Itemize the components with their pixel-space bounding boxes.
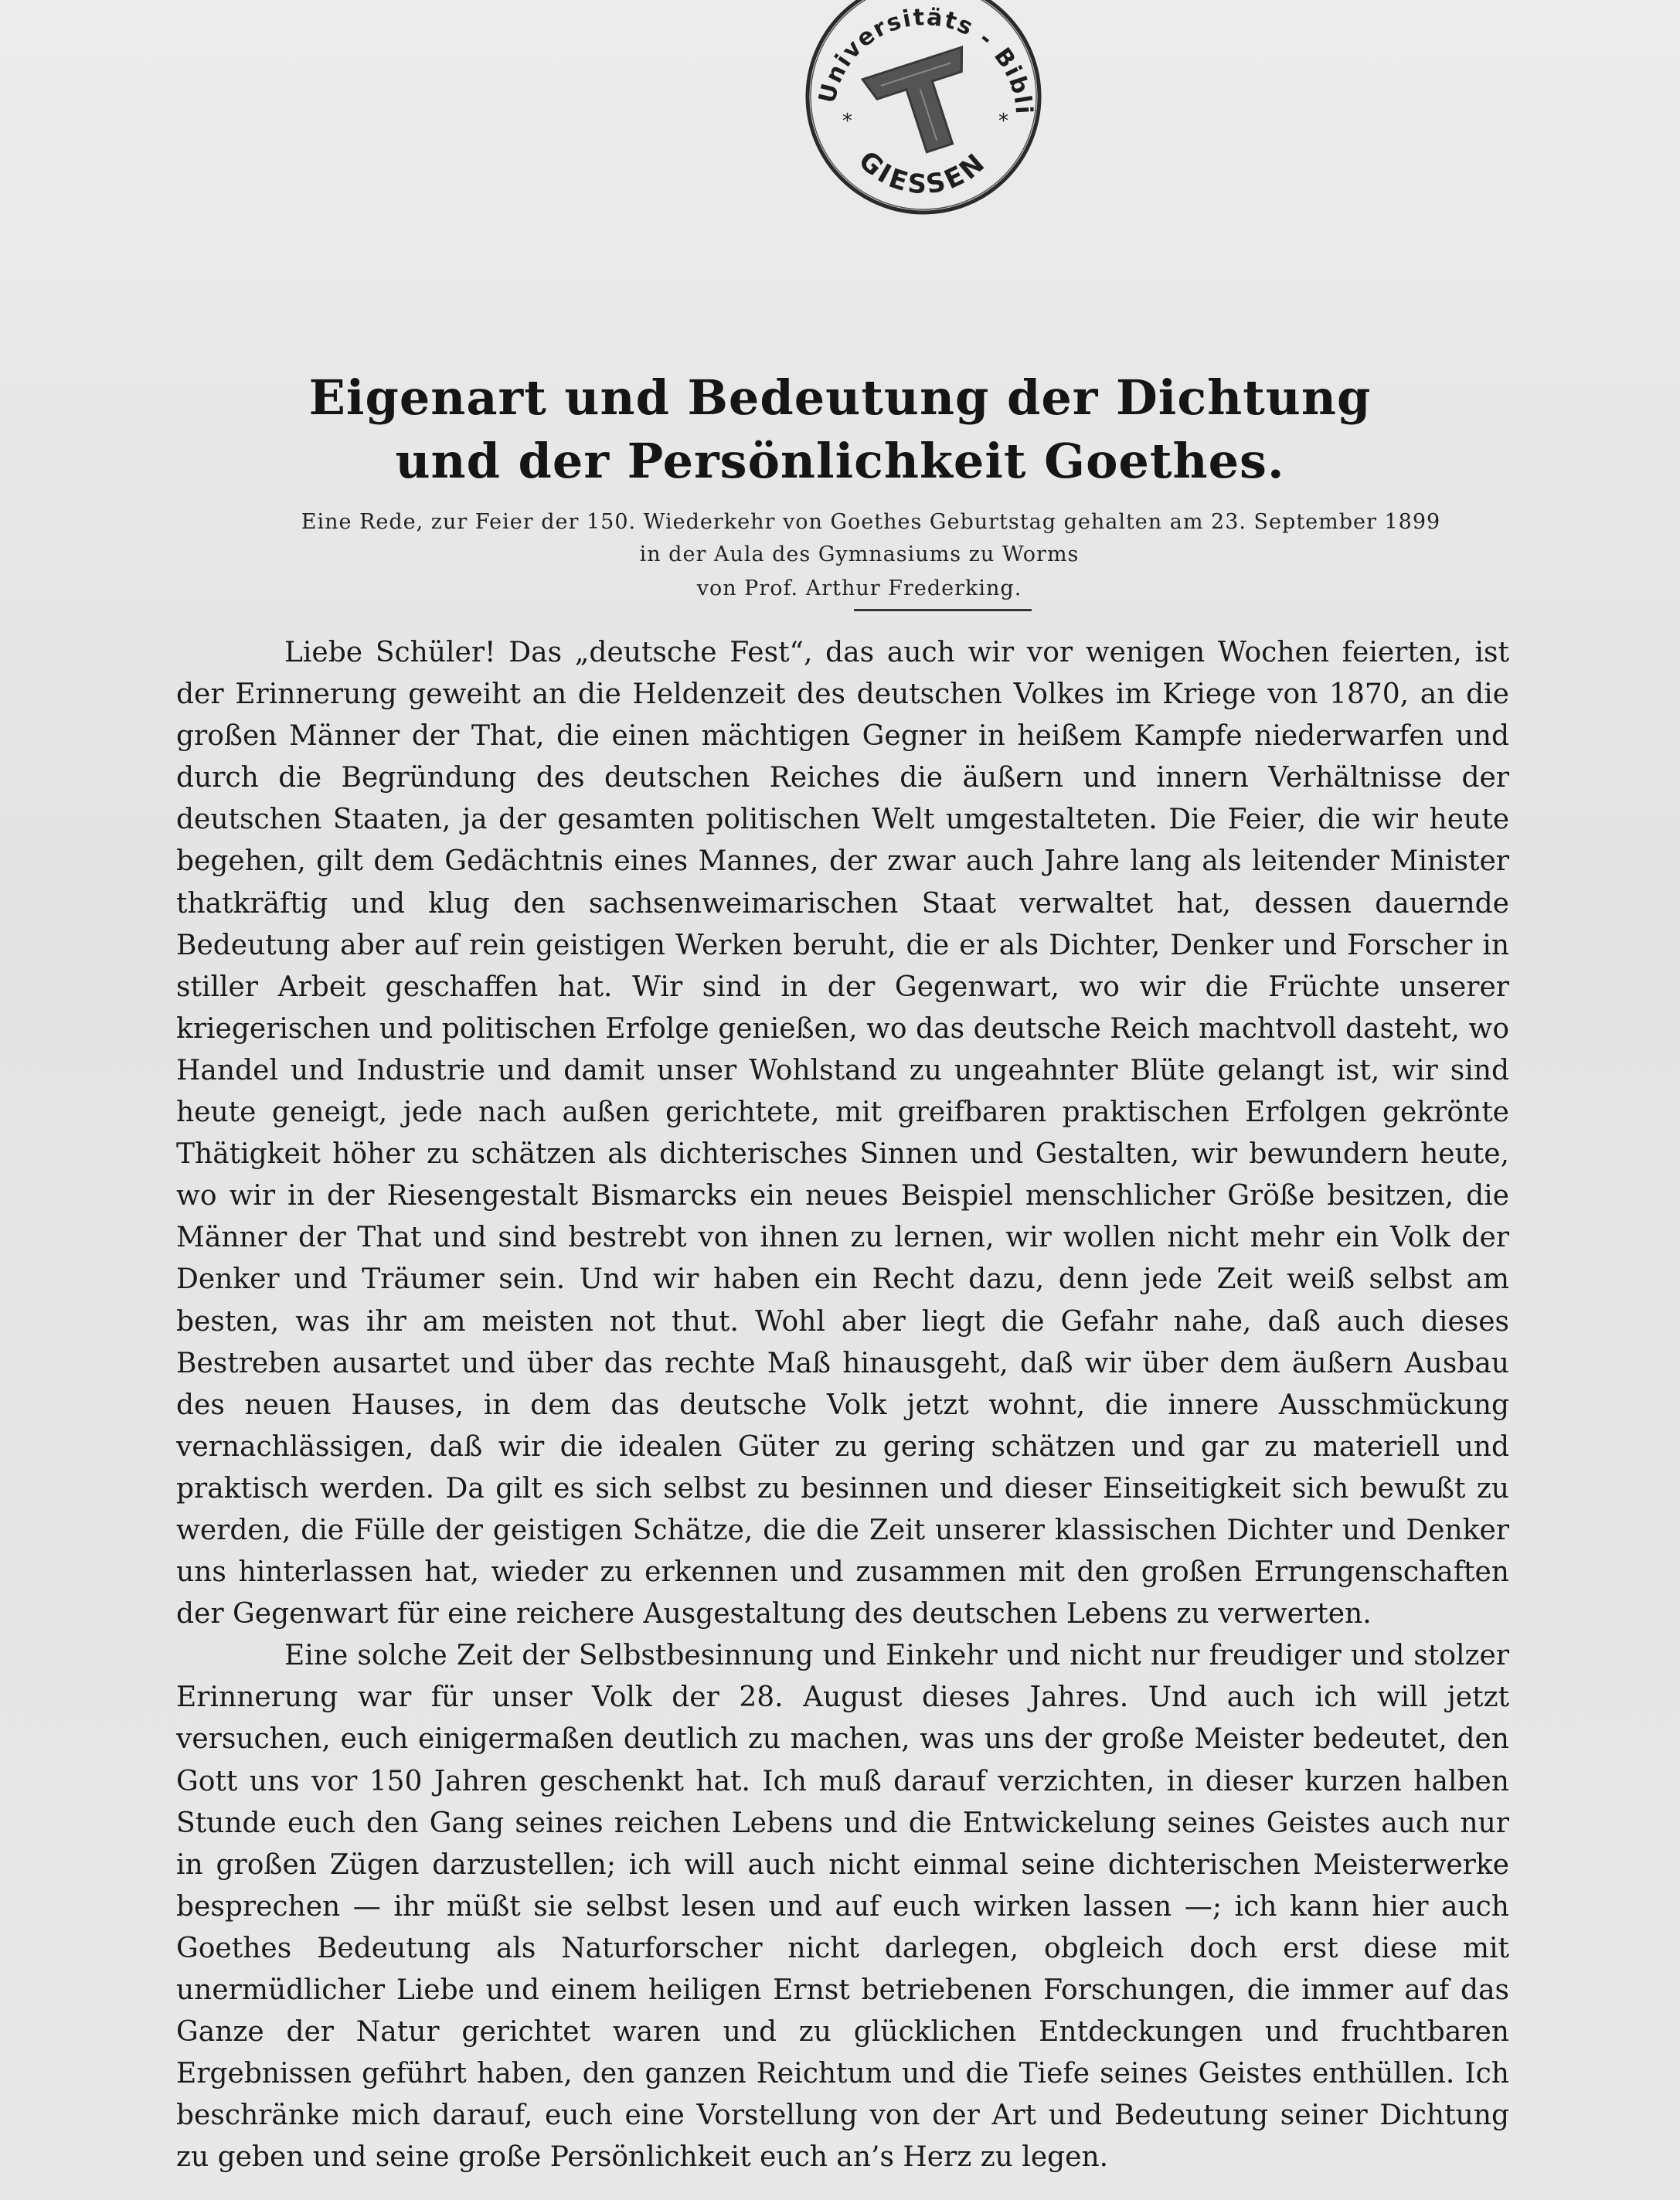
library-stamp <box>796 0 1051 224</box>
subtitle-author: von Prof. Arthur Frederking. <box>696 576 1022 600</box>
svg-text:GIESSEN: GIESSEN <box>852 145 993 201</box>
subtitle-occasion: Eine Rede, zur Feier der 150. Wiederkehr von Goethes Geburtstag gehalten am 23. September 1899 <box>301 510 1441 534</box>
speech-body <box>176 632 1509 2178</box>
svg-text:*: * <box>998 110 1008 133</box>
page-title-line-2: und der Persönlichkeit Goethes. <box>395 433 1285 489</box>
subtitle-venue: in der Aula des Gymnasiums zu Worms <box>639 542 1080 566</box>
page-title-line-1: Eigenart und Bedeutung der Dichtung <box>308 369 1372 426</box>
svg-text:*: * <box>842 110 852 133</box>
paragraph: Liebe Schüler! Das „deutsche Fest“, das auch wir vor wenigen Wochen feierten, ist der Erinnerung geweiht an die Heldenzeit des deutschen Volkes im Kriege von 1870, an die großen Männer der That, die einen mächtigen Gegner in heißem Kampfe niederwarfen und durch die Begründung des deutschen Reiches die äußern und innern Verhältnisse der deutschen Staaten, ja der gesamten politischen Welt umgestalteten. Die Feier, die wir heute begehen, gilt dem Gedächtnis eines Mannes, der zwar auch Jahre lang als leitender Minister thatkräftig und klug den sachsenweimarischen Staat verwaltet hat, dessen dauernde Bedeutung aber auf rein geistigen Werken beruht, die er als Dichter, Denker und Forscher in stiller Arbeit geschaffen hat. Wir sind in der Gegenwart, wo wir die Früchte unserer kriegerischen und politischen Erfolge genießen, wo das deutsche Reich machtvoll dasteht, wo Handel und Industrie und damit unser Wohlstand zu ungeahnter Blüte gelangt ist, wir sind heute geneigt, jede nach außen gerichtete, mit greifbaren praktischen Erfolgen gekrönte Thätigkeit höher zu schätzen als dichterisches Sinnen und Gestalten, wir bewundern heute, wo wir in der Riesengestalt Bismarcks ein neues Beispiel menschlicher Größe besitzen, die Männer der That und sind bestrebt von ihnen zu lernen, wir wollen nicht mehr ein Volk der Denker und Träumer sein. Und wir haben ein Recht dazu, denn jede Zeit weiß selbst am besten, was ihr am meisten not thut. Wohl aber liegt die Gefahr nahe, daß auch dieses Bestreben ausartet und über das rechte Maß hinausgeht, daß wir über dem äußern Ausbau des neuen Hauses, in dem das deutsche Volk jetzt wohnt, die innere Ausschmückung vernachlässigen, daß wir die idealen Güter zu gering schätzen und gar zu materiell und praktisch werden. Da gilt es sich selbst zu besinnen und dieser Einseitigkeit sich bewußt zu werden, die Fülle der geistigen Schätze, die die Zeit unserer klassischen Dichter und Denker uns hinterlassen hat, wieder zu erkennen und zusammen mit den großen Errungenschaften der Gegenwart für eine reichere Ausgestaltung des deutschen Lebens zu verwerten. <box>176 637 1509 1630</box>
author-underline <box>854 609 1032 611</box>
tau-cross-icon <box>862 47 989 164</box>
svg-text:Universitäts - Bibliothek: Universitäts - Bibli <box>814 3 1038 117</box>
paragraph: Eine solche Zeit der Selbstbesinnung und Einkehr und nicht nur freudiger und stolzer Erinnerung war für unser Volk der 28. August dieses Jahres. Und auch ich will jetzt versuchen, euch einigermaßen deutlich zu machen, was uns der große Meister bedeutet, den Gott uns vor 150 Jahren geschenkt hat. Ich muß darauf verzichten, in dieser kurzen halben Stunde euch den Gang seines reichen Lebens und die Entwickelung seines Geistes auch nur in großen Zügen darzustellen; ich will auch nicht einmal seine dichterischen Meisterwerke besprechen — ihr müßt sie selbst lesen und auf euch wirken lassen —; ich kann hier auch Goethes Bedeutung als Naturforscher nicht darlegen, obgleich doch erst diese mit unermüdlicher Liebe und einem heiligen Ernst betriebenen Forschungen, die immer auf das Ganze der Natur gerichtet waren und zu glücklichen Entdeckungen und fruchtbaren Ergebnissen geführt haben, den ganzen Reichtum und die Tiefe seines Geistes enthüllen. Ich beschränke mich darauf, euch eine Vorstellung von der Art und Bedeutung seiner Dichtung zu geben und seine große Persönlichkeit euch an’s Herz zu legen. <box>176 1640 1509 2174</box>
